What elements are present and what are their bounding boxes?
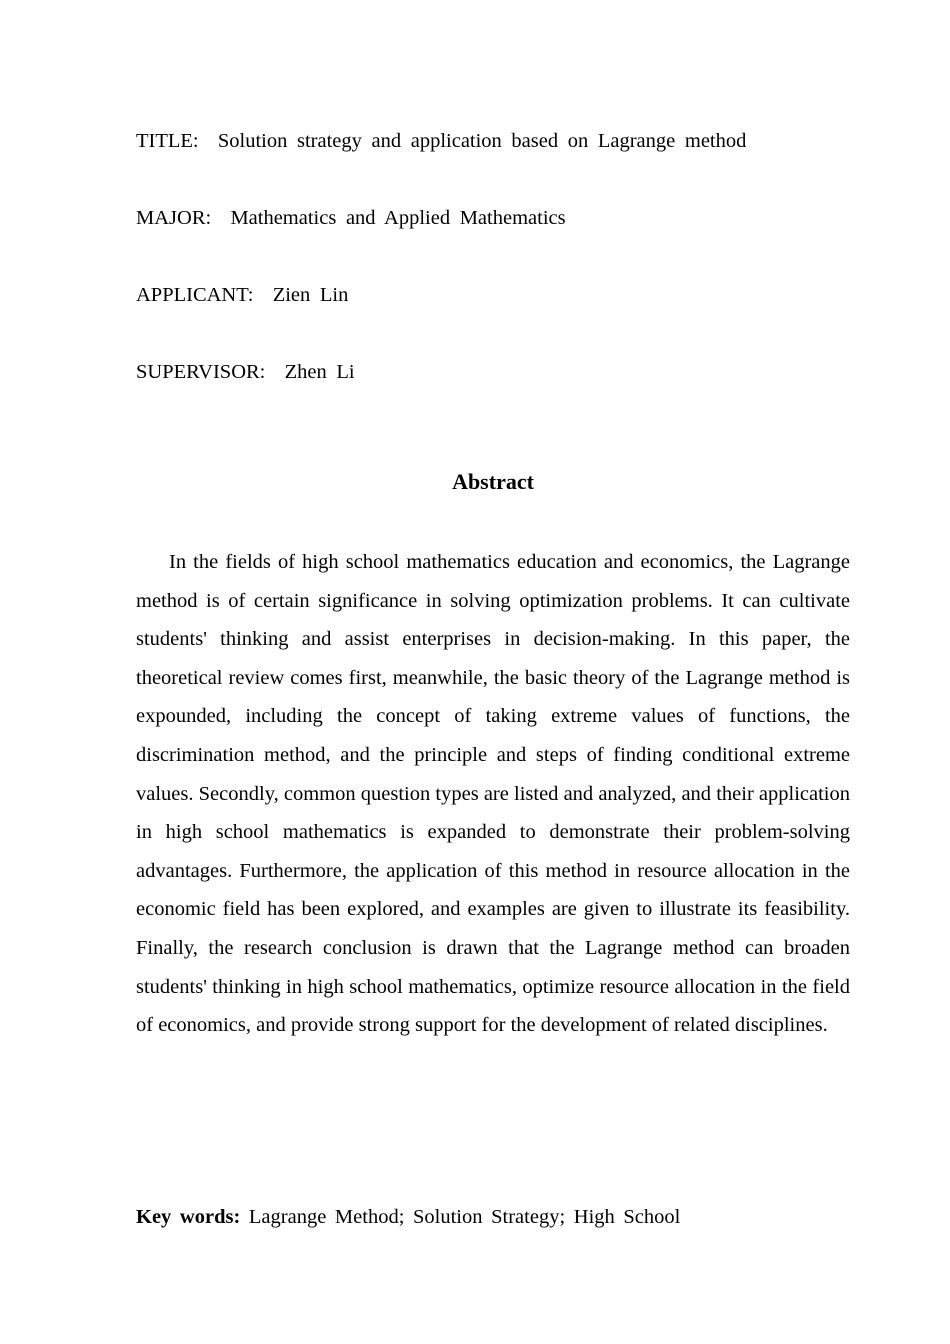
metadata-line-applicant (136, 282, 850, 308)
metadata-value-major: Mathematics and Applied Mathematics (230, 207, 566, 229)
keywords-line (136, 1204, 850, 1230)
metadata-value-title: Solution strategy and application based on Lagrange method (217, 130, 747, 152)
metadata-value-applicant: Zien Lin (272, 284, 349, 306)
keywords-value: Lagrange Method; Solution Strategy; High School (248, 1206, 681, 1228)
metadata-block (136, 128, 850, 385)
metadata-value-supervisor: Zhen Li (284, 361, 355, 383)
metadata-line-title (136, 128, 850, 154)
metadata-label-supervisor: SUPERVISOR: (136, 361, 266, 383)
keywords-label: Key words: (136, 1206, 241, 1228)
metadata-line-major (136, 205, 850, 231)
page-content (136, 128, 850, 1228)
metadata-label-major: MAJOR: (136, 207, 212, 229)
metadata-label-title: TITLE: (136, 130, 199, 152)
metadata-line-supervisor (136, 359, 850, 385)
abstract-heading: Abstract (452, 469, 534, 494)
metadata-label-applicant: APPLICANT: (136, 284, 254, 306)
abstract-body-paragraph: In the fields of high school mathematics education and economics, the Lagrange method is of certain significance in solving optimization problems. It can cultivate students' thinking and assist enterprises in decision-making. In this paper, the theoretical review comes first, meanwhile, the basic theory of the Lagrange method is expounded, including the concept of taking extreme values of functions, the discrimination method, and the principle and steps of finding conditional extreme values. Secondly, common question types are listed and analyzed, and their application in high school mathematics is expanded to demonstrate their problem-solving advantages. Furthermore, the application of this method in resource allocation in the economic field has been explored, and examples are given to illustrate its feasibility. Finally, the research conclusion is drawn that the Lagrange method can broaden students' thinking in high school mathematics, optimize resource allocation in the field of economics, and provide strong support for the development of related disciplines. (136, 551, 850, 1037)
